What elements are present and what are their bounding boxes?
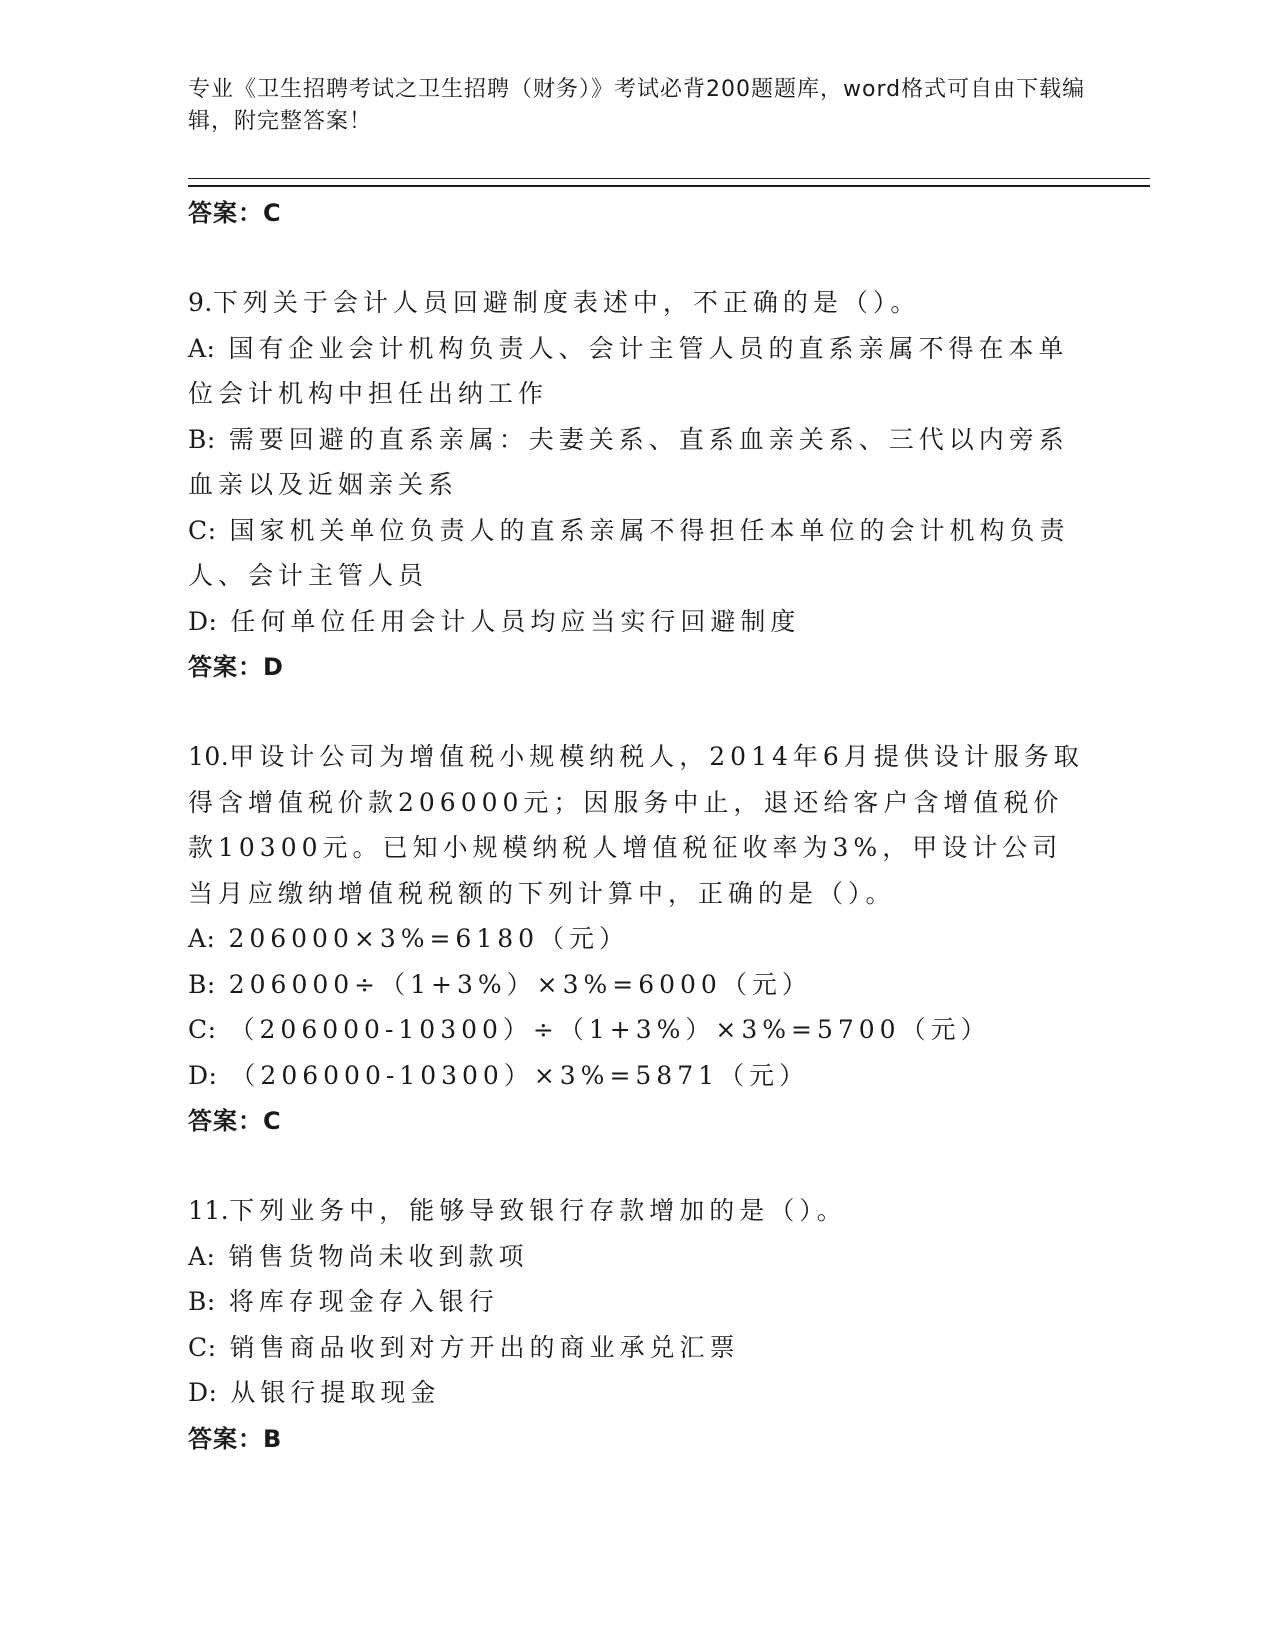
question-number: 11. xyxy=(188,1196,230,1225)
option-letter: B: xyxy=(188,1287,216,1316)
option-text: 需要回避的直系亲属：夫妻关系、直系血亲关系、三代以内旁系血亲以及近姻亲关系 xyxy=(188,424,1069,499)
option-text: （206000-10300）÷（1+3%）×3%=5700（元） xyxy=(229,1015,991,1044)
option-letter: B: xyxy=(188,424,216,454)
question-stem xyxy=(188,280,1088,326)
question-text: 下列业务中，能够导致银行存款增加的是（）。 xyxy=(229,1196,847,1225)
option-letter: C: xyxy=(188,515,217,545)
option-letter: D: xyxy=(188,1060,218,1090)
option-a xyxy=(188,1234,1088,1280)
option-letter: A: xyxy=(188,1241,216,1271)
document-body xyxy=(188,190,1088,1462)
option-text: （206000-10300）×3%=5871（元） xyxy=(230,1060,810,1090)
option-a xyxy=(188,326,1088,417)
question-10 xyxy=(188,734,1088,1144)
option-text: 从银行提取现金 xyxy=(230,1378,441,1407)
option-letter: A: xyxy=(188,333,216,363)
option-d xyxy=(188,1053,1088,1099)
option-text: 国家机关单位负责人的直系亲属不得担任本单位的会计机构负责人、会计主管人员 xyxy=(188,515,1070,590)
option-d xyxy=(188,1370,1088,1416)
option-c xyxy=(188,1325,1088,1371)
option-b xyxy=(188,417,1088,508)
question-number: 9. xyxy=(188,288,213,317)
question-9 xyxy=(188,280,1088,690)
question-number: 10. xyxy=(188,742,230,771)
question-stem xyxy=(188,1188,1088,1234)
option-b xyxy=(188,962,1088,1008)
option-letter: A: xyxy=(188,924,216,953)
option-b xyxy=(188,1279,1088,1325)
header-text: 专业《卫生招聘考试之卫生招聘（财务）》考试必背200题题库，word格式可自由下载编辑，附完整答案！ xyxy=(188,77,1086,134)
option-c xyxy=(188,1007,1088,1053)
option-letter: C: xyxy=(188,1015,217,1044)
question-stem xyxy=(188,734,1088,916)
option-text: 206000×3%=6180（元） xyxy=(228,924,630,953)
option-text: 国有企业会计机构负责人、会计主管人员的直系亲属不得在本单位会计机构中担任出纳工作 xyxy=(188,333,1069,408)
option-letter: C: xyxy=(188,1332,217,1362)
question-text: 甲设计公司为增值税小规模纳税人，2014年6月提供设计服务取得含增值税价款206000元；因服务中止，退还给客户含增值税价款10300元。已知小规模纳税人增值税征收率为3%，甲设计公司当月应缴纳增值税税额的下列计算中，正确的是（）。 xyxy=(188,742,1084,908)
option-text: 销售货物尚未收到款项 xyxy=(228,1241,529,1271)
answer-line: 答案：C xyxy=(188,1107,282,1135)
question-text: 下列关于会计人员回避制度表述中，不正确的是（）。 xyxy=(212,288,921,317)
option-text: 将库存现金存入银行 xyxy=(228,1287,499,1316)
page-header xyxy=(188,74,1088,138)
option-text: 销售商品收到对方开出的商业承兑汇票 xyxy=(229,1332,740,1362)
option-a xyxy=(188,916,1088,962)
answer-line: 答案：D xyxy=(188,653,284,681)
option-letter: B: xyxy=(188,969,216,999)
option-text: 206000÷（1+3%）×3%=6000（元） xyxy=(228,969,812,999)
option-letter: D: xyxy=(188,606,218,636)
option-d xyxy=(188,599,1088,645)
option-c xyxy=(188,508,1088,599)
option-text: 任何单位任用会计人员均应当实行回避制度 xyxy=(230,606,801,636)
answer-line: 答案：C xyxy=(188,199,282,227)
header-divider xyxy=(188,178,1150,187)
answer-line: 答案：B xyxy=(188,1424,283,1453)
option-letter: D: xyxy=(188,1378,218,1407)
question-11 xyxy=(188,1188,1088,1462)
